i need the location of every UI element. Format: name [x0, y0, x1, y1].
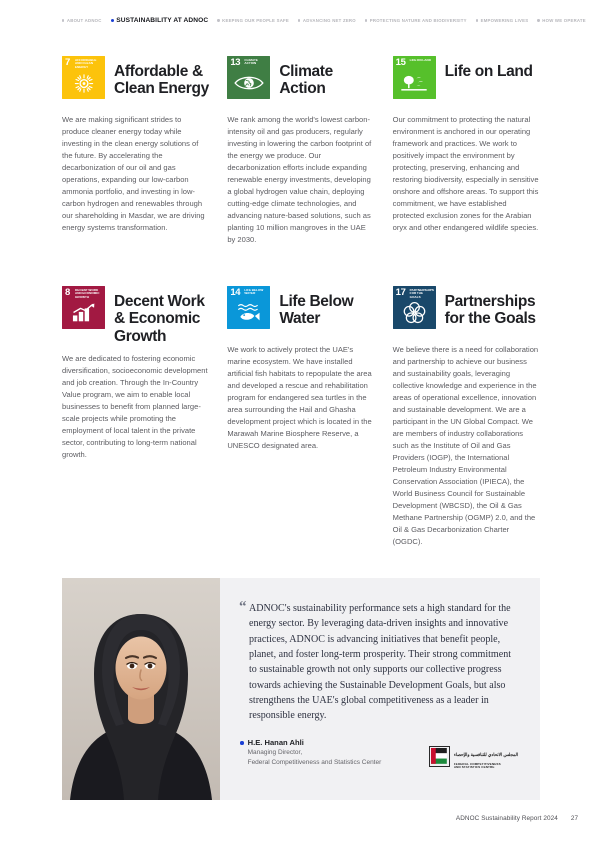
- section-navigation: [62, 17, 586, 24]
- sdg-badge-number: 7: [65, 57, 70, 68]
- sdg-badge-label: DECENT WORK AND ECONOMIC GROWTH: [75, 287, 100, 299]
- sdg-title: Affordable & Clean Energy: [114, 63, 209, 98]
- portrait-photo: [62, 578, 220, 800]
- fish-waves-icon: [227, 298, 270, 327]
- sdg-card-header: [62, 56, 209, 106]
- bullet-icon: [298, 19, 300, 21]
- quote-paragraph: [240, 601, 518, 724]
- fcsc-logo: [429, 743, 518, 770]
- bullet-icon: [62, 19, 64, 21]
- attribution-role-line-2: Federal Competitiveness and Statistics Center: [247, 758, 382, 766]
- nav-item-how-we-operate[interactable]: [537, 18, 586, 23]
- sdg-card-8: [62, 286, 209, 548]
- sdg-badge-label: CLIMATE ACTION: [244, 57, 258, 66]
- nav-item-label: EMPOWERING LIVES: [480, 18, 529, 23]
- growth-chart-icon: [62, 298, 105, 327]
- nav-item-empowering-lives[interactable]: [476, 18, 529, 23]
- sdg-badge-number: 8: [65, 287, 70, 298]
- sun-icon: [62, 68, 105, 97]
- sdg-body-text: We are making significant strides to produce cleaner energy today while investing in the clean energy solutions of the future. By accelerating the decarbonization of our oil and gas operations, expanding our low-carbon ammonia portfolio, and investing in low-carbon hydrogen and renewables through our shareholding in Masdar, we are driving energy systems transformation.: [62, 115, 205, 232]
- attribution-role-line-1: Managing Director,: [247, 749, 303, 757]
- fcsc-english-name-line-2: AND STATISTICS CENTRE: [453, 765, 495, 770]
- sdg-badge-8: [62, 286, 105, 329]
- nav-item-label: HOW WE OPERATE: [542, 18, 586, 23]
- sdg-card-header: [393, 56, 540, 106]
- sdg-card-header: [227, 286, 374, 336]
- sdg-grid-row-1: [62, 56, 540, 246]
- nav-item-label: ADVANCING NET ZERO: [302, 18, 356, 23]
- quote-mark-icon: “: [239, 599, 247, 615]
- sdg-badge-number: 15: [395, 57, 406, 68]
- quote-attribution: [240, 738, 381, 767]
- bullet-icon: [217, 19, 219, 21]
- testimonial-content: [220, 578, 540, 800]
- sdg-card-14: [227, 286, 374, 548]
- nav-item-label: PROTECTING NATURE AND BIODIVERSITY: [369, 18, 467, 23]
- bullet-icon: [111, 19, 114, 22]
- nav-item-protecting-nature-and-biodiversity[interactable]: [365, 18, 467, 23]
- sdg-badge-17: [393, 286, 436, 329]
- sdg-badge-number: 13: [230, 57, 241, 68]
- sdg-badge-label: LIFE ON LAND: [409, 57, 431, 62]
- sdg-card-17: [393, 286, 540, 548]
- sdg-badge-14: [227, 286, 270, 329]
- fcsc-arabic-name: المجلس الاتحادي للتنافسية والإحصاء: [453, 751, 518, 757]
- sdg-title: Decent Work & Economic Growth: [114, 293, 205, 345]
- sdg-badge-label: AFFORDABLE AND CLEAN ENERGY: [75, 57, 97, 69]
- fcsc-english-name-line-1: FEDERAL COMPETITIVENESS: [453, 761, 501, 766]
- sdg-grid-row-2: [62, 286, 540, 548]
- sdg-title: Life on Land: [444, 63, 533, 80]
- sdg-badge-7: [62, 56, 105, 99]
- eye-globe-icon: [227, 68, 270, 97]
- bullet-icon: [537, 19, 539, 21]
- sdg-card-15: [393, 56, 540, 246]
- sdg-badge-13: [227, 56, 270, 99]
- nav-item-label: SUSTAINABILITY AT ADNOC: [116, 17, 209, 24]
- sdg-title: Partnerships for the Goals: [444, 293, 536, 328]
- nav-item-about-adnoc[interactable]: [62, 18, 102, 23]
- sdg-badge-label: PARTNERSHIPS FOR THE GOALS: [409, 287, 434, 299]
- sdg-body-text: We are dedicated to fostering economic diversification, socioeconomic development and job creation. Through the In-Country Value program, we aim to enable local businesses to benefit from planned large-scale projects while promoting the employment of local talent in the private sector, contributing to long-term national growth.: [62, 354, 208, 459]
- sdg-badge-15: [393, 56, 436, 99]
- sdg-badge-number: 14: [230, 287, 241, 298]
- sdg-body-text: We work to actively protect the UAE's marine ecosystem. We have installed artificial fish habitats to repopulate the area and developed a rescue and rehabilitation program for endangered sea turtles in the area surrounding the Hail and Ghasha development project which is located in the Marawah Marine Biosphere Reserve, a UNESCO designated area.: [227, 345, 372, 450]
- nav-item-label: ABOUT ADNOC: [66, 18, 102, 23]
- nav-item-sustainability-at-adnoc[interactable]: [111, 17, 209, 24]
- attribution-name: H.E. Hanan Ahli: [247, 737, 304, 747]
- footer-page-number: 27: [570, 815, 578, 822]
- sdg-card-7: [62, 56, 209, 246]
- sdg-title: Life Below Water: [279, 293, 354, 328]
- fcsc-wordmark: [454, 743, 518, 770]
- nav-item-label: KEEPING OUR PEOPLE SAFE: [222, 18, 290, 23]
- sdg-badge-number: 17: [395, 287, 406, 298]
- quote-body: ADNOC's sustainability performance sets a high standard for the energy sector. By leveraging data-driven insights and innovative practices, ADNOC is advancing initiatives that benefit people, planet, and foster long-term prosperity. Their strong commitment to sustainable growth not only supports our collective progress towards achieving the Sustainable Development Goals, but also strengthens the UAE's global competitiveness as a leader in responsible energy.: [249, 603, 512, 722]
- page-footer: [456, 815, 578, 822]
- sdg-badge-label: LIFE BELOW WATER: [244, 287, 264, 296]
- bullet-icon: [240, 741, 244, 745]
- bullet-icon: [476, 19, 478, 21]
- sdg-card-header: [62, 286, 209, 345]
- sdg-card-header: [393, 286, 540, 336]
- tree-birds-icon: [393, 68, 436, 97]
- sdg-body-text: Our commitment to protecting the natural environment is anchored in our operating framework and practices. We work to positively impact the environment by protecting, preserving, enhancing and restoring biodiversity, especially in sensitive onshore and offshore areas. To support this commitment, we have established protected exclusion zones for the Arabian oryx and other endangered wildlife species.: [392, 115, 539, 232]
- sdg-title: Climate Action: [279, 63, 333, 98]
- sdg-body-text: We believe there is a need for collaboration and partnership to achieve our business and sustainability goals, leveraging collective knowledge and experience in the areas of operational excellence, innovation and sustainable development. We are a participant in the UN Global Compact. We are members of industry collaborations such as the Institute of Oil and Gas Providers (IOGP), the International Petroleum Industry Environmental Conservation Association (IPIECA), the World Business Council for Sustainable Development (WBCSD), the Oil & Gas Methane Partnership (OGMP) 2.0, and the Oil & Gas Decarbonization Charter (OGDC).: [392, 345, 539, 546]
- footer-report-title: ADNOC Sustainability Report 2024: [455, 815, 558, 822]
- nav-item-advancing-net-zero[interactable]: [298, 18, 356, 23]
- sdg-body-text: We rank among the world's lowest carbon-intensity oil and gas producers, regularly investing in lowering the carbon footprint of the energy we produce. Our decarbonization efforts include expanding renewable energy investments, developing a global hydrogen value chain, deploying cutting-edge climate technologies, and advancing nature-based solutions, such as planting 10 million mangroves in the UAE by 2030.: [227, 115, 372, 244]
- testimonial-card: [62, 578, 540, 800]
- sdg-card-13: [227, 56, 374, 246]
- bullet-icon: [365, 19, 367, 21]
- fcsc-emblem-icon: [429, 746, 450, 767]
- interlocking-circles-icon: [393, 298, 436, 327]
- nav-item-keeping-our-people-safe[interactable]: [217, 18, 289, 23]
- sdg-card-header: [227, 56, 374, 106]
